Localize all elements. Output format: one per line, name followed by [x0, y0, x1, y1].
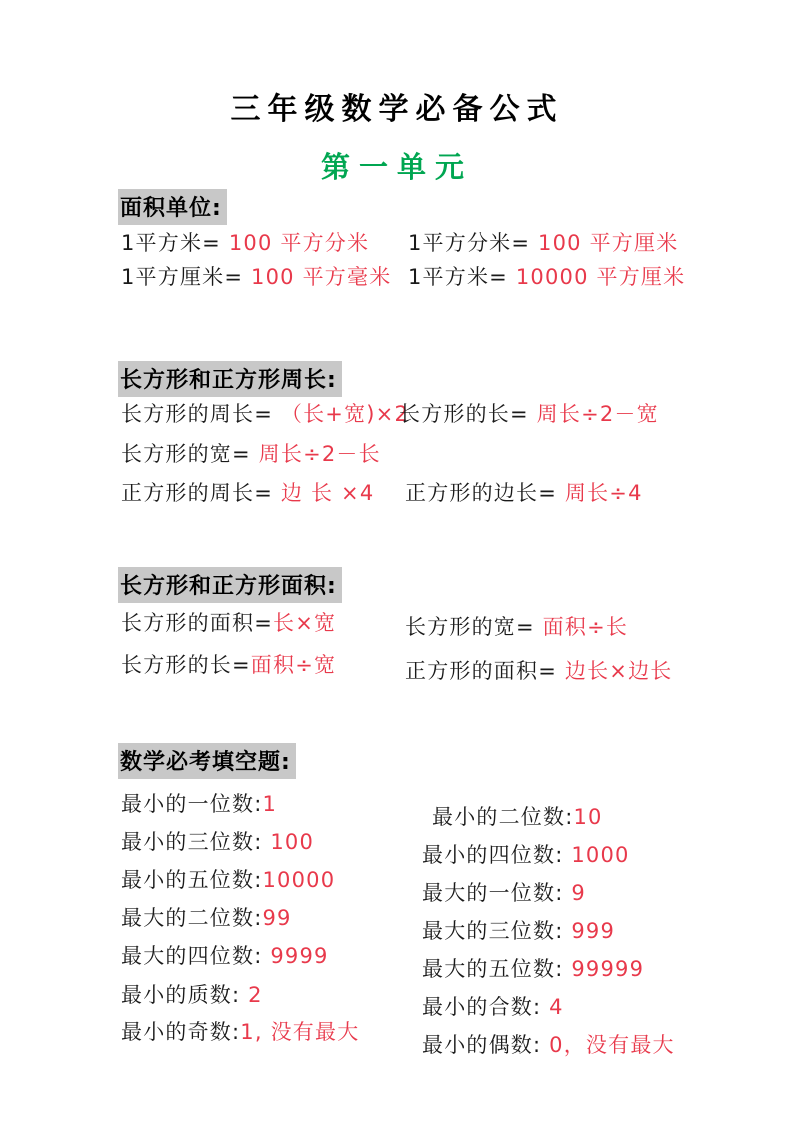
- formula-value: 面积÷长: [534, 615, 629, 639]
- section-heading-fill-blanks: 数学必考填空题:: [118, 743, 296, 779]
- formula-square-perimeter: [121, 477, 374, 507]
- fill-label: 最大的四位数:: [121, 944, 263, 968]
- formula-rect-area: [121, 607, 336, 637]
- fill-label: 最小的二位数:: [432, 805, 574, 829]
- fill-value: 9: [563, 881, 586, 905]
- fill-value: 10: [573, 805, 603, 829]
- formula-sqm-sqcm: [408, 261, 685, 291]
- fill-item-max-5digit: [422, 953, 644, 983]
- formula-value: 100 平方分米: [220, 231, 370, 255]
- formula-label: 正方形的周长=: [121, 481, 273, 505]
- fill-label: 最大的三位数:: [422, 919, 564, 943]
- fill-label: 最小的一位数:: [121, 792, 263, 816]
- formula-value: 10000 平方厘米: [507, 265, 686, 289]
- fill-label: 最大的二位数:: [121, 906, 263, 930]
- formula-value: （长+宽)×2: [273, 402, 410, 426]
- formula-label: 1平方分米=: [408, 231, 531, 255]
- fill-item-min-even: [422, 1029, 675, 1059]
- formula-sqdm-sqcm: [408, 227, 678, 257]
- fill-value: 99: [262, 906, 292, 930]
- page-title: 三年级数学必备公式: [230, 92, 564, 127]
- formula-rect-length-from-area: [121, 649, 336, 679]
- fill-label: 最小的合数:: [422, 995, 542, 1019]
- formula-rect-perimeter: [121, 398, 409, 428]
- section-heading-area-units: 面积单位:: [118, 189, 227, 225]
- fill-value: 99999: [563, 957, 645, 981]
- formula-square-side: [405, 477, 643, 507]
- formula-value: 周长÷2－长: [250, 442, 381, 466]
- formula-label: 正方形的面积=: [405, 659, 557, 683]
- formula-value: 边长×边长: [557, 659, 673, 683]
- fill-item-min-composite: [422, 991, 564, 1021]
- fill-label: 最小的四位数:: [422, 843, 564, 867]
- fill-value: 1, 没有最大: [240, 1020, 360, 1044]
- fill-item-max-4digit: [121, 940, 329, 970]
- fill-item-min-5digit: [121, 864, 335, 894]
- fill-value: 1: [262, 792, 278, 816]
- formula-label: 长方形的周长=: [121, 402, 273, 426]
- fill-value: 999: [563, 919, 616, 943]
- fill-value: 9999: [262, 944, 329, 968]
- formula-value: 面积÷宽: [250, 653, 337, 677]
- formula-sqm-sqdm: [121, 227, 369, 257]
- formula-label: 长方形的宽=: [121, 442, 251, 466]
- fill-item-min-3digit: [121, 826, 314, 856]
- unit-subtitle: 第一单元: [320, 150, 473, 184]
- fill-label: 最大的五位数:: [422, 957, 564, 981]
- formula-label: 1平方米=: [121, 231, 221, 255]
- fill-label: 最小的三位数:: [121, 830, 263, 854]
- formula-value: 边 长 ×4: [273, 481, 375, 505]
- formula-value: 100 平方毫米: [243, 265, 392, 289]
- fill-item-min-1digit: [121, 788, 277, 818]
- fill-value: 2: [240, 983, 263, 1007]
- fill-label: 最小的五位数:: [121, 868, 263, 892]
- fill-value: 10000: [262, 868, 336, 892]
- fill-label: 最小的奇数:: [121, 1020, 241, 1044]
- fill-item-min-4digit: [422, 839, 630, 869]
- formula-value: 周长÷4: [557, 481, 643, 505]
- formula-value: 长×宽: [273, 611, 337, 635]
- fill-item-max-3digit: [422, 915, 615, 945]
- fill-value: 100: [262, 830, 315, 854]
- formula-label: 1平方厘米=: [121, 265, 244, 289]
- fill-item-max-1digit: [422, 877, 586, 907]
- fill-label: 最小的偶数:: [422, 1033, 542, 1057]
- formula-label: 长方形的宽=: [405, 615, 535, 639]
- formula-square-area: [405, 655, 672, 685]
- formula-rect-width-from-area: [405, 611, 628, 641]
- formula-label: 正方形的边长=: [405, 481, 557, 505]
- fill-item-max-2digit: [121, 902, 292, 932]
- formula-label: 1平方米=: [408, 265, 508, 289]
- fill-item-min-odd: [121, 1016, 359, 1046]
- section-heading-perimeter: 长方形和正方形周长:: [118, 361, 342, 397]
- formula-sqcm-sqmm: [121, 261, 391, 291]
- fill-value: 0，没有最大: [541, 1033, 675, 1057]
- formula-value: 100 平方厘米: [530, 231, 679, 255]
- fill-item-min-prime: [121, 979, 263, 1009]
- formula-label: 长方形的长=: [399, 402, 529, 426]
- fill-label: 最小的质数:: [121, 983, 241, 1007]
- fill-item-min-2digit: [432, 801, 603, 831]
- formula-rect-length-from-perimeter: [399, 398, 659, 428]
- fill-label: 最大的一位数:: [422, 881, 564, 905]
- formula-label: 长方形的面积=: [121, 611, 273, 635]
- formula-rect-width-from-perimeter: [121, 438, 381, 468]
- section-heading-area: 长方形和正方形面积:: [118, 567, 342, 603]
- fill-value: 1000: [563, 843, 630, 867]
- fill-value: 4: [541, 995, 564, 1019]
- formula-label: 长方形的长=: [121, 653, 251, 677]
- formula-value: 周长÷2－宽: [528, 402, 659, 426]
